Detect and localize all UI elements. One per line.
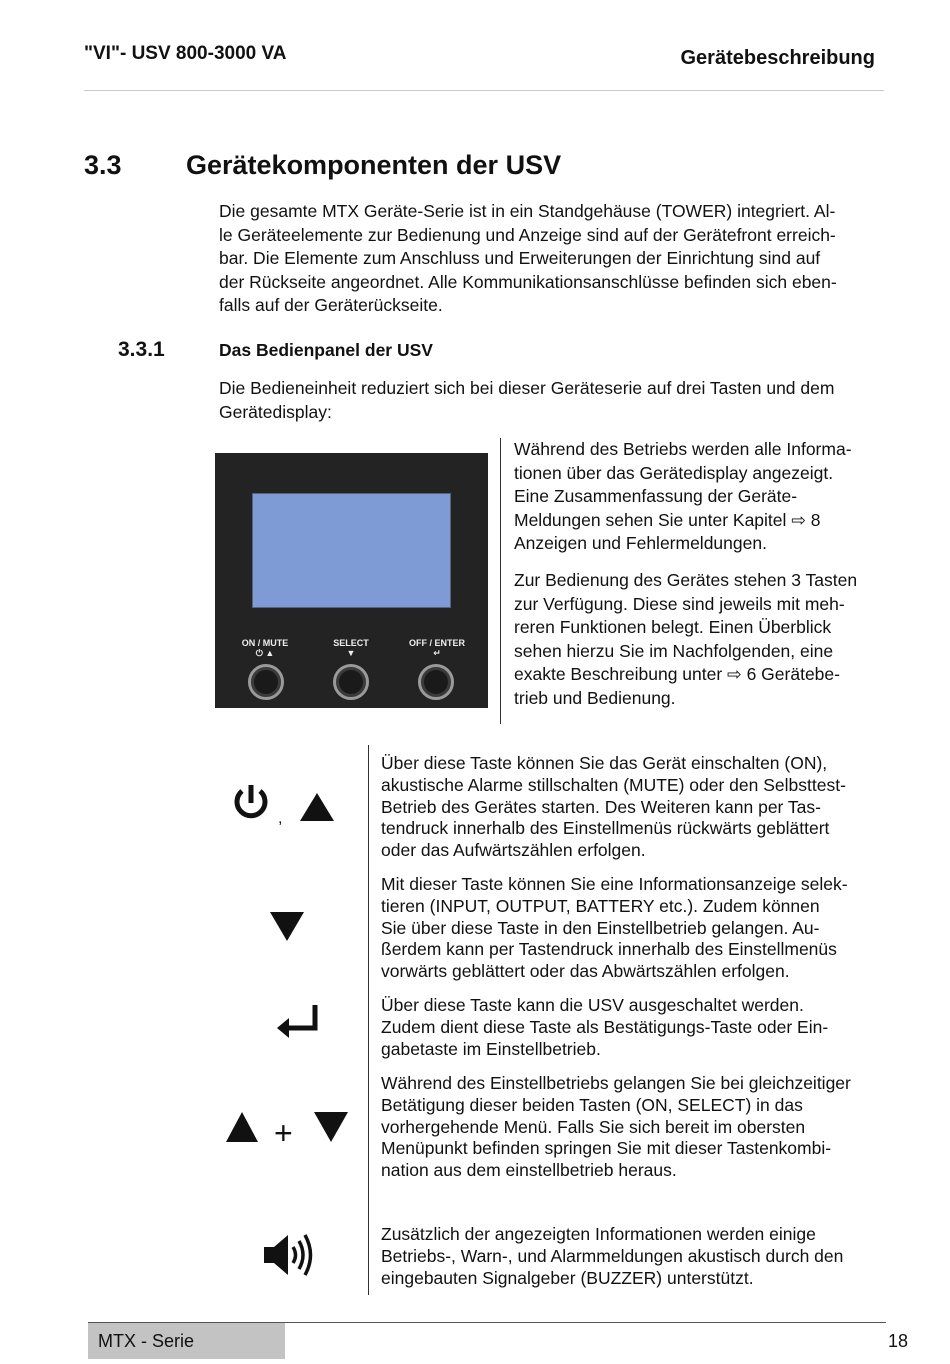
header-chapter-title: Gerätebeschreibung <box>680 47 875 69</box>
text-line: Menüpunkt befinden springen Sie mit dieser Tastenkombi- <box>381 1138 832 1159</box>
subsection-number: 3.3.1 <box>118 338 165 361</box>
panel-label-select <box>311 638 391 658</box>
on-mute-knob <box>248 664 284 700</box>
text-line: bar. Die Elemente zum Anschluss und Erweiterungen der Einrichtung sind auf <box>219 248 821 268</box>
text-line: Eine Zusammenfassung der Geräte- <box>514 486 798 506</box>
text-line: vorhergehende Menü. Falls Sie sich bereit im obersten <box>381 1116 806 1137</box>
text-line: Meldungen sehen Sie unter Kapitel ⇨ 8 <box>514 509 821 530</box>
text-line: reren Funktionen belegt. Einen Überblick <box>514 617 832 637</box>
text-line: Mit dieser Taste können Sie eine Informationsanzeige selek- <box>381 874 848 894</box>
text-line: Die gesamte MTX Geräte-Serie ist in ein Standgehäuse (TOWER) integriert. Al- <box>219 201 836 221</box>
text-line: Zusätzlich der angezeigten Informationen werden einige <box>381 1224 816 1244</box>
text-line: Sie über diese Taste in den Einstellbetrieb gelangen. Au- <box>381 917 820 938</box>
text-line: ßerdem kann per Tastendruck innerhalb des Einstellmenüs <box>381 939 837 960</box>
text-line: der Rückseite angeordnet. Alle Kommunikationsanschlüsse befinden sich eben- <box>219 271 837 292</box>
subsection-title: Das Bedienpanel der USV <box>219 340 433 360</box>
panel-label-on-mute <box>225 638 305 658</box>
text-line: Während des Einstellbetriebs gelangen Sie bei gleichzeitiger <box>381 1073 851 1093</box>
text-line: tieren (INPUT, OUTPUT, BATTERY etc.). Zudem können <box>381 895 820 916</box>
button-label: SELECT <box>333 638 369 648</box>
text-line: Betätigung dieser beiden Tasten (ON, SELECT) in das <box>381 1094 803 1115</box>
panel-description-2 <box>514 569 889 710</box>
text-line: Betrieb des Gerätes starten. Des Weiteren kann per Tas- <box>381 796 821 817</box>
text-line: nation aus dem einstellbetrieb heraus. <box>381 1160 677 1181</box>
button-symbol: ▼ <box>346 648 356 658</box>
panel-description-1 <box>514 438 889 556</box>
control-panel-image <box>215 453 488 708</box>
section-title: Gerätekomponenten der USV <box>186 150 562 180</box>
text-line: Über diese Taste können Sie das Gerät einschalten (ON), <box>381 753 828 773</box>
header-divider <box>84 90 884 91</box>
key-table-divider <box>368 745 369 1295</box>
text-line: gabetaste im Einstellbetrieb. <box>381 1038 601 1059</box>
select-knob <box>333 664 369 700</box>
text-line: zur Verfügung. Diese sind jeweils mit meh- <box>514 593 845 614</box>
header-document-title: "VI"- USV 800-3000 VA <box>84 43 287 64</box>
button-label: ON / MUTE <box>241 638 289 648</box>
speaker-icon <box>262 1229 314 1281</box>
text-line: eingebauten Signalgeber (BUZZER) unterstützt. <box>381 1267 754 1288</box>
off-enter-knob <box>418 664 454 700</box>
key-description-combination <box>381 1073 891 1182</box>
text-line: tionen über das Gerätedisplay angezeigt. <box>514 462 834 483</box>
text-line: falls auf der Geräterückseite. <box>219 295 443 315</box>
text-line: Zudem dient diese Taste als Bestätigungs-Taste oder Ein- <box>381 1016 829 1037</box>
button-symbol: ↵ <box>433 648 441 658</box>
text-line: exakte Beschreibung unter ⇨ 6 Gerätebe- <box>514 664 840 684</box>
text-line: le Geräteelemente zur Bedienung und Anzeige sind auf der Gerätefront erreich- <box>219 224 836 245</box>
enter-icon <box>275 1002 321 1040</box>
page-number: 18 <box>887 1331 908 1351</box>
text-line: trieb und Bedienung. <box>514 687 676 708</box>
power-and-up-icon <box>232 783 342 827</box>
key-description-enter <box>381 995 891 1060</box>
subsection-intro <box>219 377 884 424</box>
panel-label-off-enter <box>397 638 477 658</box>
key-description-buzzer <box>381 1224 891 1289</box>
text-line: Während des Betriebs werden alle Informa- <box>514 439 852 459</box>
text-line: akustische Alarme stillschalten (MUTE) oder den Selbsttest- <box>381 774 846 795</box>
text-line: Über diese Taste kann die USV ausgeschaltet werden. <box>381 995 804 1015</box>
svg-text:+: + <box>274 1115 293 1148</box>
text-line: oder das Aufwärtszählen erfolgen. <box>381 840 646 861</box>
text-line: Zur Bedienung des Gerätes stehen 3 Tasten <box>514 570 858 590</box>
key-description-select <box>381 874 891 983</box>
lcd-display <box>252 493 451 608</box>
panel-divider <box>500 438 501 724</box>
section-number: 3.3 <box>84 150 122 180</box>
text-line: Betriebs-, Warn-, und Alarmmeldungen akustisch durch den <box>381 1245 844 1266</box>
footer-series: MTX - Serie <box>88 1323 285 1359</box>
button-label: OFF / ENTER <box>409 638 465 648</box>
button-symbol: ⏻ ▲ <box>255 648 275 658</box>
svg-text:,: , <box>278 810 283 827</box>
key-description-on-mute <box>381 753 891 862</box>
down-arrow-icon <box>268 909 306 943</box>
section-intro <box>219 200 884 318</box>
text-line: Die Bedieneinheit reduziert sich bei dieser Geräteserie auf drei Tasten und dem <box>219 378 835 398</box>
text-line: vorwärts geblättert oder das Abwärtszählen erfolgen. <box>381 961 790 982</box>
text-line: sehen hierzu Sie im Nachfolgenden, eine <box>514 640 834 661</box>
text-line: Anzeigen und Fehlermeldungen. <box>514 533 767 553</box>
text-line: tendruck innerhalb des Einstellmenüs rückwärts geblättert <box>381 818 830 839</box>
up-plus-down-icon <box>224 1108 354 1148</box>
text-line: Gerätedisplay: <box>219 401 332 422</box>
